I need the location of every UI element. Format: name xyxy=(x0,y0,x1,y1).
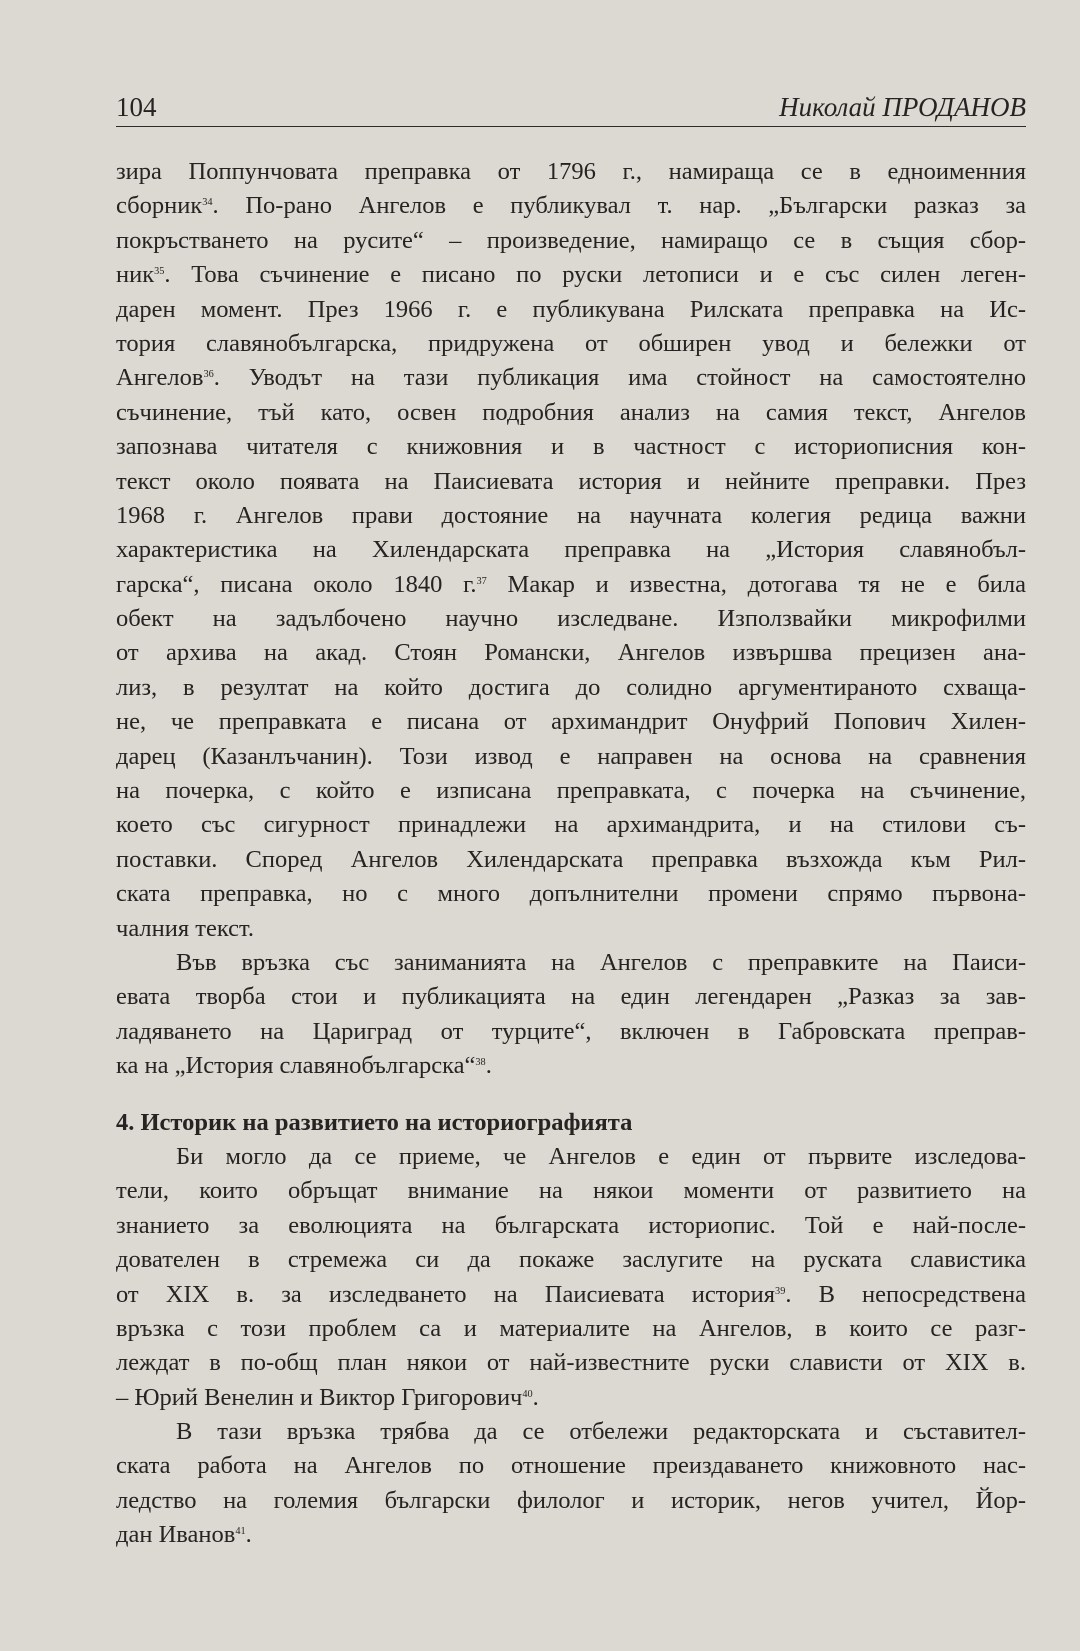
author-name: Николай ПРОДАНОВ xyxy=(779,92,1026,122)
text-line: чалния текст. xyxy=(116,914,254,942)
header-rule xyxy=(116,126,1026,127)
running-header xyxy=(116,92,1026,122)
footnote-ref-35: 35 xyxy=(154,265,165,277)
text-line: ник$^{35}$. Това съчинение е писано по руски летописи и е със силен леген- xyxy=(116,261,1026,289)
section-heading: 4. Историк на развитието на историографията xyxy=(116,1108,633,1136)
text-line: сборник$^{34}$. По-рано Ангелов е публикувал т. нар. „Български разказ за xyxy=(116,192,1026,220)
text-line: тория славянобългарска, придружена от обширен увод и бележки от xyxy=(116,329,1026,357)
text-line: от XIX в. за изследването на Паисиевата история$^{39}$. В непосредствена xyxy=(116,1280,1026,1308)
footnote-ref-37: 37 xyxy=(476,575,487,587)
text-line: ската преправка, но с много допълнителни промени спрямо първона- xyxy=(116,880,1026,908)
text-line: дарен момент. През 1966 г. е публикувана Рилската преправка на Ис- xyxy=(116,295,1026,323)
text-line: ската работа на Ангелов по отношение преиздаването книжовното нас- xyxy=(116,1452,1026,1480)
text-line: Би могло да се приеме, че Ангелов е един от първите изследова- xyxy=(176,1142,1026,1170)
text-line: текст около появата на Паисиевата история и нейните преправки. През xyxy=(116,467,1026,495)
footnote-ref-38: 38 xyxy=(475,1056,486,1068)
page-number: 104 xyxy=(116,92,157,122)
text-line: връзка с този проблем са и материалите на Ангелов, в които се разг- xyxy=(116,1314,1026,1342)
paragraph-3 xyxy=(116,1140,1026,1415)
text-line: на почерка, с който е изписана преправката, с почерка на съчинение, xyxy=(116,777,1026,805)
text-line: Ангелов$^{36}$. Уводът на тази публикация има стойност на самостоятелно xyxy=(116,364,1026,392)
text-line: съчинение, тъй като, освен подробния анализ на самия текст, Ангелов xyxy=(116,398,1026,426)
text-line: – Юрий Венелин и Виктор Григорович$^{40}$. xyxy=(116,1383,539,1411)
text-line: Във връзка със заниманията на Ангелов с преправките на Паиси- xyxy=(176,948,1026,976)
text-line: евата творба стои и публикацията на един легендарен „Разказ за зав- xyxy=(116,983,1026,1011)
text-line: ладяването на Цариград от турците“, включен в Габровската преправ- xyxy=(116,1017,1026,1045)
text-line: леждат в по-общ план някои от най-известните руски слависти от XIX в. xyxy=(116,1349,1026,1377)
body-text xyxy=(116,155,1026,1553)
text-line: лиз, в резултат на който достига до солидно аргументираното схваща- xyxy=(116,673,1026,701)
text-line: дарец (Казанлъчанин). Този извод е направен на основа на сравнения xyxy=(116,742,1026,770)
text-line: дан Иванов$^{41}$. xyxy=(116,1521,252,1549)
text-line: не, че преправката е писана от архимандрит Онуфрий Попович Хилен- xyxy=(116,708,1026,736)
text-line: което със сигурност принадлежи на архимандрита, и на стилови съ- xyxy=(116,811,1026,839)
text-line: зира Поппунчовата преправка от 1796 г., намираща се в едноименния xyxy=(116,158,1026,185)
text-line: 1968 г. Ангелов прави достояние на научната колегия редица важни xyxy=(116,501,1026,529)
text-line: от архива на акад. Стоян Романски, Ангелов извършва прецизен ана- xyxy=(116,639,1026,667)
text-line: В тази връзка трябва да се отбележи редакторската и съставител- xyxy=(176,1418,1026,1446)
text-line: поставки. Според Ангелов Хилендарската преправка възхожда към Рил- xyxy=(116,845,1026,873)
text-line: запознава читателя с книжовния и в частност с историописния кон- xyxy=(116,433,1026,461)
text-line: тели, които обръщат внимание на някои моменти от развитието на xyxy=(116,1177,1026,1205)
footnote-ref-39: 39 xyxy=(775,1285,786,1297)
text-line: характеристика на Хилендарската преправка на „История славянобъл- xyxy=(116,536,1026,564)
footnote-ref-36: 36 xyxy=(203,369,214,381)
text-line: дователен в стремежа си да покаже заслугите на руската славистика xyxy=(116,1246,1026,1274)
text-line: знанието за еволюцията на българската историопис. Той е най-после- xyxy=(116,1211,1026,1239)
text-line: гарска“, писана около 1840 г.$^{37}$ Макар и известна, дотогава тя не е била xyxy=(116,570,1026,598)
text-line: ледство на големия български филолог и историк, негов учител, Йор- xyxy=(116,1486,1026,1514)
footnote-ref-34: 34 xyxy=(202,197,213,209)
text-line: ка на „История славянобългарска“$^{38}$. xyxy=(116,1052,492,1080)
section-spacer xyxy=(116,1084,1026,1106)
paragraph-4 xyxy=(116,1415,1026,1553)
paragraph-1 xyxy=(116,155,1026,946)
paragraph-2 xyxy=(116,946,1026,1084)
footnote-ref-41: 41 xyxy=(235,1526,246,1538)
text-line: покръстването на русите“ – произведение, намиращо се в същия сбор- xyxy=(116,226,1026,254)
footnote-ref-40: 40 xyxy=(522,1388,533,1400)
text-line: обект на задълбочено научно изследване. Използвайки микрофилми xyxy=(116,605,1026,633)
